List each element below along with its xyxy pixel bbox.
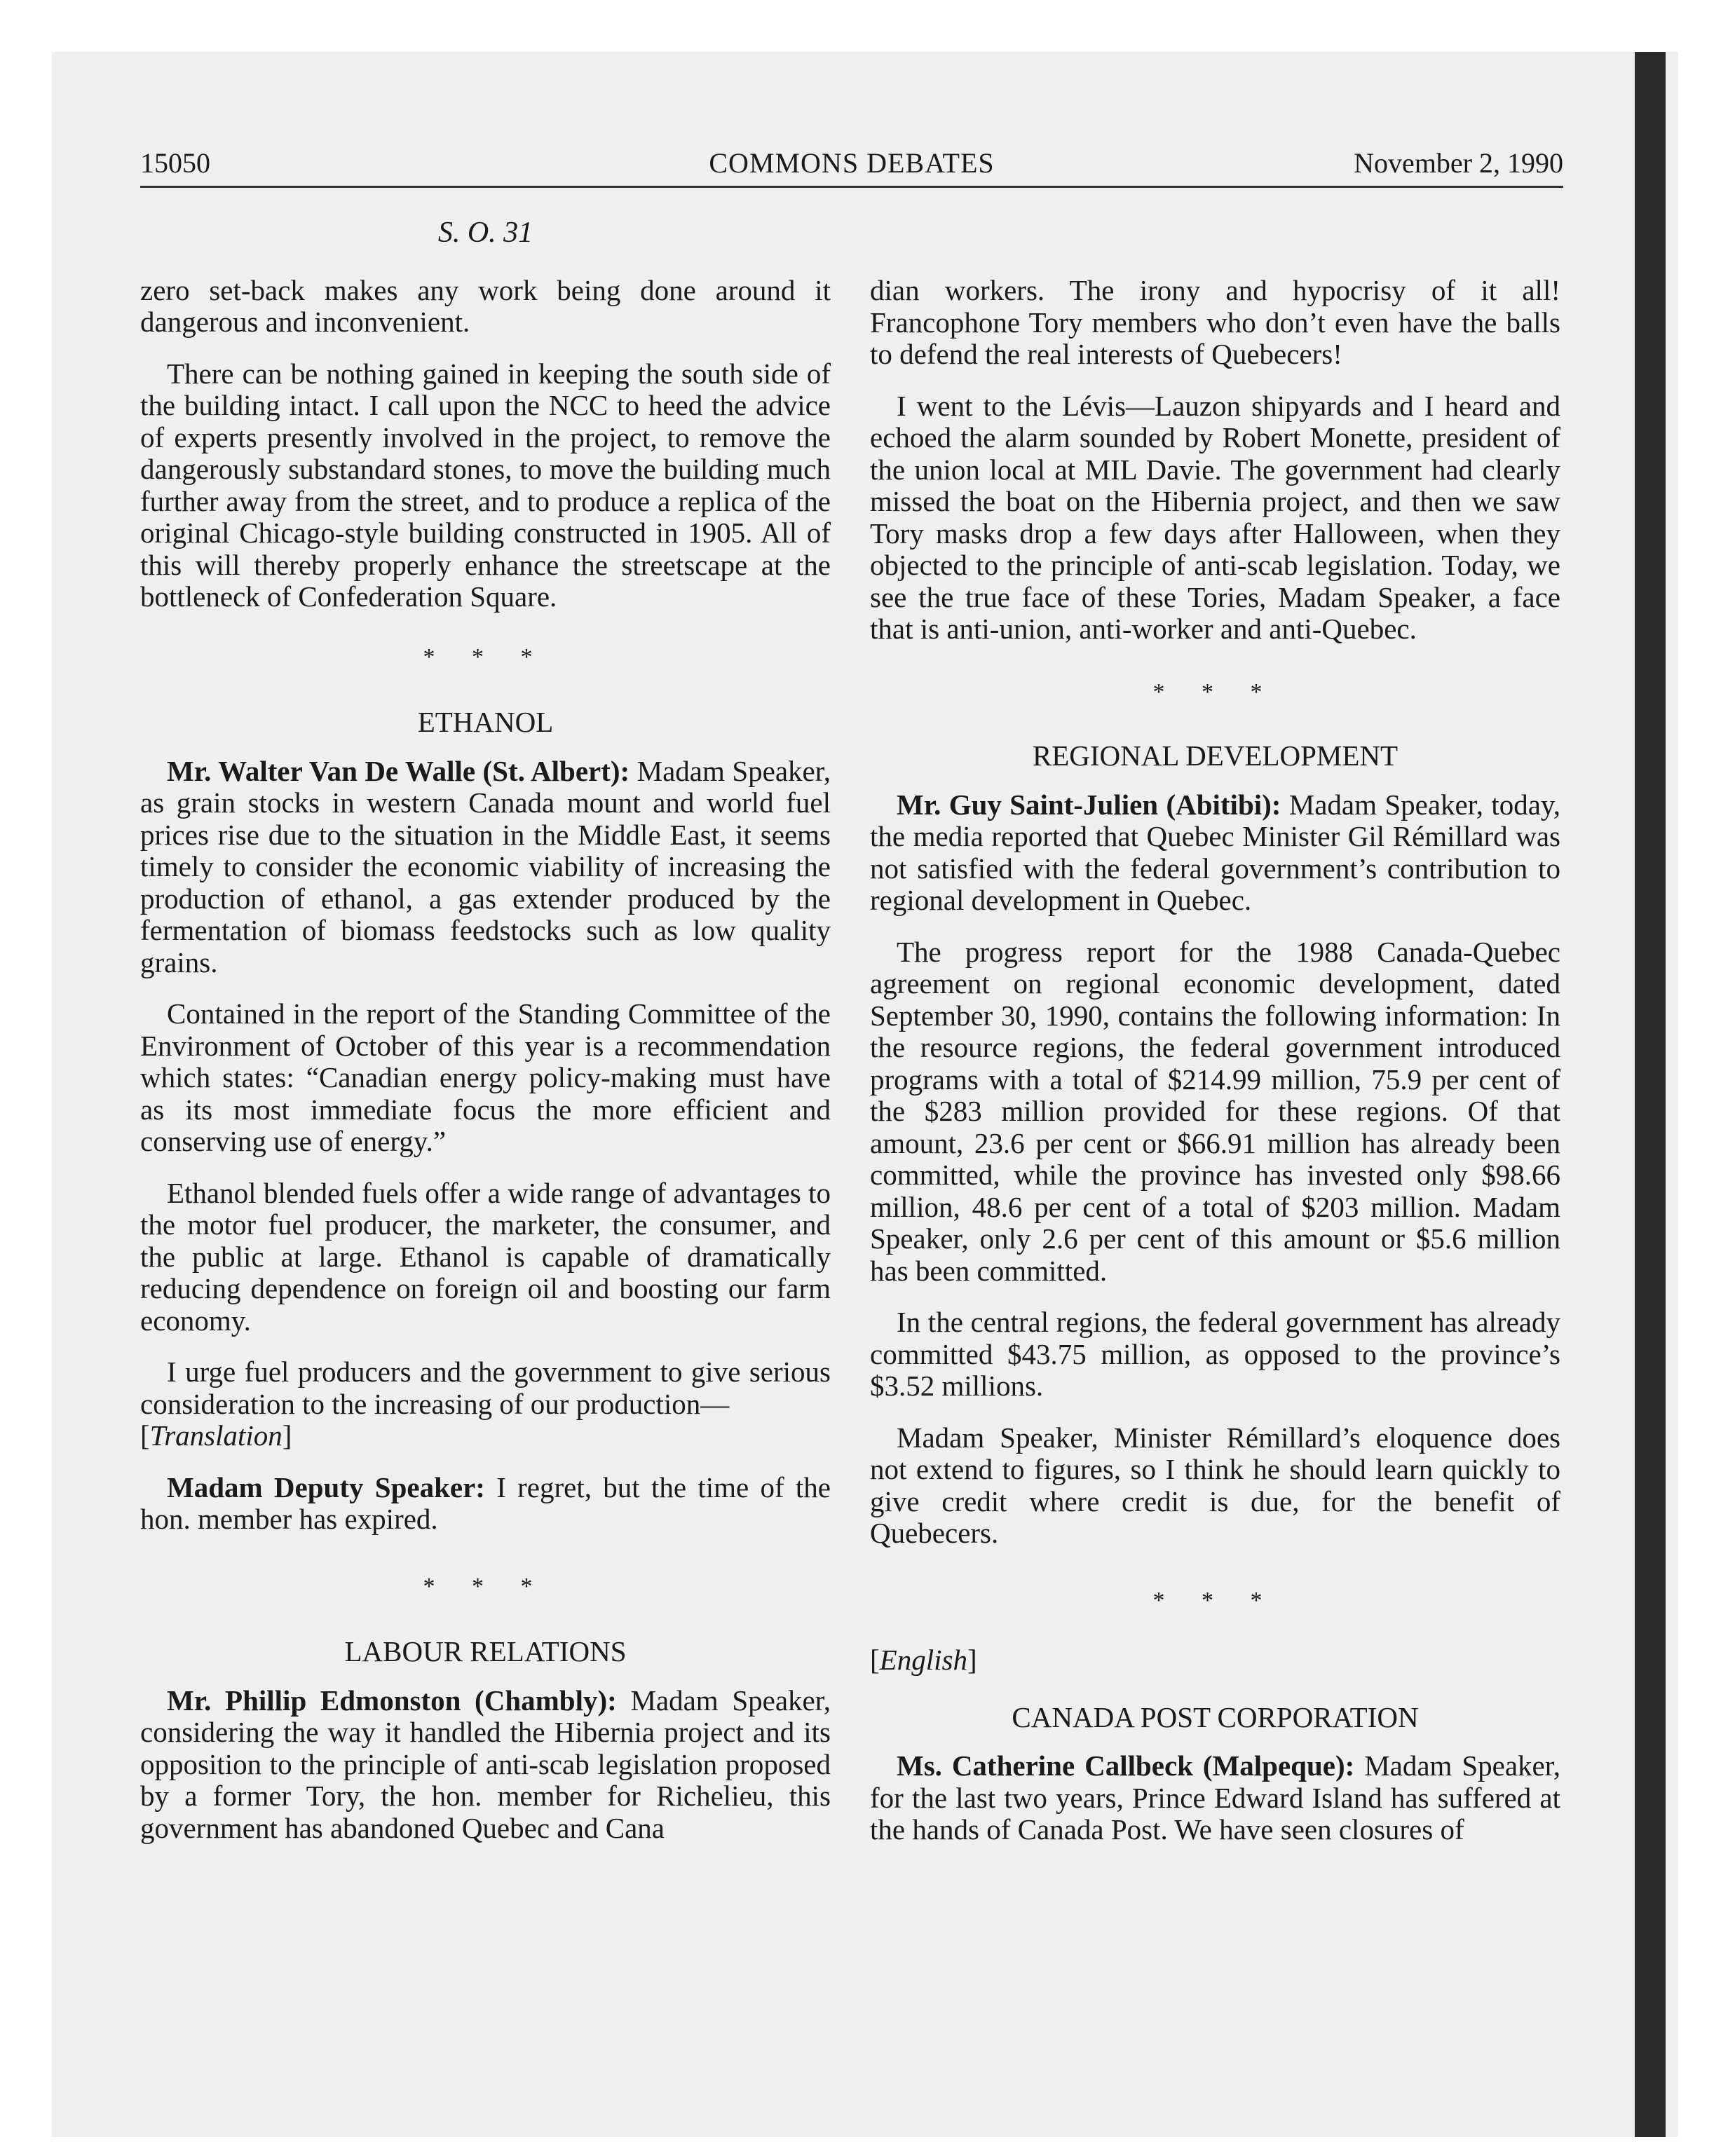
publication-title: COMMONS DEBATES — [709, 147, 995, 179]
statement-text: Madam Speaker, for the last two years, Prince Edward Island has suffered at the hands of Canada Post. We have seen closures of — [870, 1749, 1561, 1845]
paragraph: I went to the Lévis—Lauzon shipyards and I heard and echoed the alarm sounded by Robert Monette, president of the union local at MIL Davie. The government had clearly missed the boat on the Hibernia project, and then we saw Tory masks drop a few days after Halloween, when they objected to the principle of anti-scab legislation. Today, we see the true face of these Tories, Madam Speaker, a face that is anti-union, anti-worker and anti-Quebec. — [870, 389, 1560, 645]
speaker-name: Mr. Walter Van De Walle (St. Albert): — [167, 754, 630, 787]
speaker-name: Ms. Catherine Callbeck (Malpeque): — [897, 1749, 1355, 1782]
language-tag-text: Translation — [149, 1419, 283, 1452]
statement-text: Madam Speaker, as grain stocks in western Canada mount and world fuel prices rise due to the situation in the Middle East, it seems timely to consider the economic viability of increasing the production of ethanol, a gas extender produced by the fermentation of biomass feedstocks such as low quality grains. — [140, 754, 831, 978]
paragraph: dian workers. The irony and hypocrisy of it all! Francophone Tory members who don’t even have the balls to defend the real interests of Quebecers! — [870, 274, 1560, 370]
paragraph: zero set-back makes any work being done around it dangerous and inconvenient. — [140, 273, 831, 338]
page-header — [140, 144, 1563, 188]
section-separator: * * * — [423, 1573, 548, 1599]
sitting-date: November 2, 1990 — [1354, 147, 1563, 179]
paragraph: Contained in the report of the Standing Committee of the Environment of October of this year is a recommendation which states: “Canadian energy policy-making must have as its most immediate focus the more efficient and conserving use of energy.” — [140, 997, 831, 1157]
paragraph: Ethanol blended fuels offer a wide range of advantages to the motor fuel producer, the marketer, the consumer, and the public at large. Ethanol is capable of dramatically reducing dependence on foreign oil and boosting our farm economy. — [140, 1176, 831, 1337]
speaker-name: Mr. Guy Saint-Julien (Abitibi): — [897, 788, 1281, 821]
paragraph: Madam Speaker, Minister Rémillard’s eloquence does not extend to figures, so I think he should learn quickly to give credit where credit is due, for the benefit of Quebecers. — [870, 1421, 1560, 1549]
paragraph: I urge fuel producers and the government to give serious consideration to the increasing of our production— — [140, 1356, 831, 1420]
section-heading-ethanol: ETHANOL — [417, 706, 554, 738]
section-separator: * * * — [1152, 1587, 1278, 1613]
statement-paragraph — [140, 1685, 831, 1845]
language-tag-text: English — [879, 1644, 967, 1676]
page-number: 15050 — [140, 147, 210, 179]
statement-paragraph — [870, 1750, 1560, 1846]
paragraph: In the central regions, the federal government has already committed $43.75 million, as opposed to the province’s $3.52 millions. — [870, 1306, 1560, 1402]
language-tag: [Translation] — [140, 1419, 292, 1452]
scan-edge-shadow — [1635, 52, 1666, 2137]
speaker-name: Madam Deputy Speaker: — [167, 1471, 485, 1503]
statement-text: I regret, but the time of the hon. member has expired. — [140, 1471, 831, 1535]
section-heading-regional: REGIONAL DEVELOPMENT — [1032, 739, 1399, 772]
statement-paragraph — [870, 789, 1560, 917]
section-heading-canada-post: CANADA POST CORPORATION — [1012, 1700, 1419, 1733]
statement-paragraph — [140, 1472, 831, 1536]
statement-paragraph — [140, 756, 831, 979]
statement-text: Madam Speaker, considering the way it handled the Hibernia project and its opposition to the principle of anti-scab legislation proposed by a former Tory, the hon. member for Richelieu, this government has abandoned Quebec and Cana — [140, 1684, 831, 1844]
paragraph: The progress report for the 1988 Canada-Quebec agreement on regional economic development, dated September 30, 1990, contains the following information: In the resource regions, the federal government introduced programs with a total of $214.99 million, 75.9 per cent of the $283 million provided for these regions. Of that amount, 23.6 per cent or $66.91 million has already been committed, while the province has invested only $98.66 million, 48.6 per cent of a total of $203 million. Madam Speaker, only 2.6 per cent of this amount or $5.6 million has been committed. — [870, 935, 1560, 1287]
standing-order-label: S. O. 31 — [437, 217, 533, 249]
right-column — [870, 275, 1560, 1846]
statement-text: Madam Speaker, today, the media reported that Quebec Minister Gil Rémillard was not satisfied with the federal government’s contribution to regional development in Quebec. — [870, 788, 1561, 916]
section-separator: * * * — [423, 643, 548, 670]
section-separator: * * * — [1152, 678, 1278, 705]
section-heading-labour: LABOUR RELATIONS — [344, 1635, 627, 1667]
left-column — [140, 217, 831, 1844]
paragraph: There can be nothing gained in keeping the south side of the building intact. I call upon the NCC to heed the advice of experts presently involved in the project, to remove the dangerously substandard stones, to move the building much further away from the street, and to produce a replica of the original Chicago-style building constructed in 1905. All of this will thereby properly enhance the streetscape at the bottleneck of Confederation Square. — [140, 357, 831, 613]
speaker-name: Mr. Phillip Edmonston (Chambly): — [167, 1684, 617, 1717]
language-tag: [English] — [870, 1644, 977, 1676]
